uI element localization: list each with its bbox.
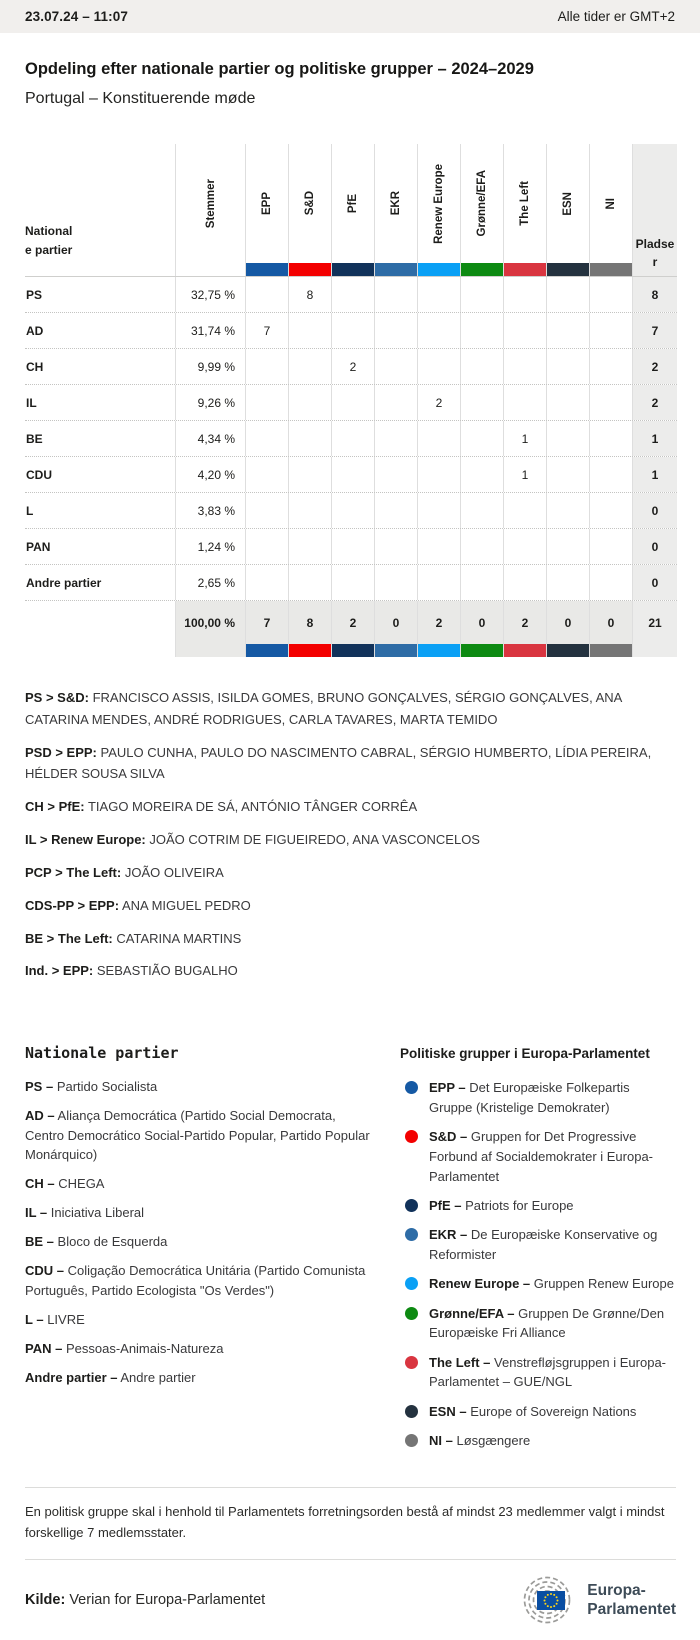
group-color-bar (246, 263, 288, 276)
seat-cell (245, 457, 288, 492)
party-legend-item: IL – Iniciativa Liberal (25, 1205, 145, 1221)
page-subtitle: Portugal – Konstituerende møde (25, 90, 256, 107)
seat-cell (417, 565, 460, 600)
party-name: CH (26, 359, 44, 374)
group-color-dot (405, 1434, 418, 1447)
group-column-header-ni: NI (589, 144, 632, 276)
seat-cell (589, 385, 632, 420)
seat-cell (546, 421, 589, 456)
group-color-bar (503, 644, 546, 657)
group-color-dot (405, 1277, 418, 1290)
party-legend-item: CH – CHEGA (25, 1176, 105, 1192)
group-color-dot (405, 1307, 418, 1320)
seat-cell: 1 (503, 421, 546, 456)
member-line: Ind. > EPP: SEBASTIÃO BUGALHO (25, 963, 238, 979)
total-seat-cell: 0 (374, 601, 417, 644)
european-parliament-logo (503, 1574, 676, 1626)
timestamp: 23.07.24 – 11:07 (25, 9, 128, 24)
member-line: CH > PfE: TIAGO MOREIRA DE SÁ, ANTÓNIO TÂNGER CORRÊA (25, 799, 418, 815)
group-color-bar (245, 644, 288, 657)
seat-cell (331, 493, 374, 528)
group-legend-item: NI – Løsgængere (400, 1431, 676, 1451)
seat-cell (417, 277, 460, 312)
group-column-header-greens: Grønne/EFA (460, 144, 503, 276)
seat-cell (331, 313, 374, 348)
table-row (25, 348, 677, 384)
seats-total: 1 (632, 457, 677, 492)
table-row (25, 384, 677, 420)
group-color-bar (418, 263, 460, 276)
seat-cell (417, 493, 460, 528)
group-column-header-epp: EPP (245, 144, 288, 276)
seat-cell (245, 349, 288, 384)
group-color-bar (331, 644, 374, 657)
seat-cell (589, 457, 632, 492)
group-column-header-ekr: EKR (374, 144, 417, 276)
seat-cell (589, 493, 632, 528)
seats-total: 8 (632, 277, 677, 312)
seat-cell (288, 349, 331, 384)
source-credit: Kilde: Verian for Europa-Parlamentet (25, 1591, 266, 1608)
group-color-dot (405, 1081, 418, 1094)
group-color-dot (405, 1130, 418, 1143)
rules-footnote: En politisk gruppe skal i henhold til Parlamentets forretningsorden bestå af mindst 23 medlemmer valgt i mindst forskellige 7 medlemsstater. (25, 1487, 676, 1560)
seat-cell (589, 313, 632, 348)
seats-total: 2 (632, 385, 677, 420)
party-legend-item: BE – Bloco de Esquerda (25, 1234, 168, 1250)
table-row (25, 420, 677, 456)
seat-cell (417, 529, 460, 564)
seat-cell (503, 529, 546, 564)
member-line: PS > S&D: FRANCISCO ASSIS, ISILDA GOMES, BRUNO GONÇALVES, SÉRGIO GONÇALVES, ANA CATARINA MENDES, ANDRÉ RODRIGUES, CARLA TAVARES, MARTA TEMIDO (25, 690, 622, 727)
seats-total: 7 (632, 313, 677, 348)
seat-cell (546, 313, 589, 348)
source-bar (25, 1568, 676, 1640)
seats-total: 2 (632, 349, 677, 384)
seat-cell (460, 385, 503, 420)
table-row (25, 492, 677, 528)
group-column-header-pfe: PfE (331, 144, 374, 276)
seat-cell (288, 529, 331, 564)
group-legend-item: PfE – Patriots for Europe (400, 1196, 676, 1216)
party-name: BE (26, 431, 43, 446)
seat-cell (546, 565, 589, 600)
group-color-dot (405, 1199, 418, 1212)
group-color-bar (461, 263, 503, 276)
seat-cell (460, 565, 503, 600)
table-row (25, 312, 677, 348)
total-seat-cell: 0 (546, 601, 589, 644)
total-seat-cell: 0 (589, 601, 632, 644)
group-color-bar (589, 644, 632, 657)
party-name: CDU (26, 467, 52, 482)
member-line: IL > Renew Europe: JOÃO COTRIM DE FIGUEIREDO, ANA VASCONCELOS (25, 832, 480, 848)
vote-share: 9,26 % (175, 385, 245, 420)
national-parties-legend (25, 1044, 377, 1460)
group-legend-item: Grønne/EFA – Gruppen De Grønne/Den Europæiske Fri Alliance (400, 1304, 676, 1344)
member-line: PCP > The Left: JOÃO OLIVEIRA (25, 864, 224, 880)
vote-share: 1,24 % (175, 529, 245, 564)
group-column-header-sd: S&D (288, 144, 331, 276)
table-header (25, 144, 677, 276)
party-name: L (26, 503, 34, 518)
seat-cell (245, 385, 288, 420)
page-title: Opdeling efter nationale partier og politiske grupper – 2024–2029 (25, 60, 534, 78)
table-total-row (25, 600, 677, 644)
total-seat-cell: 0 (460, 601, 503, 644)
vote-share: 3,83 % (175, 493, 245, 528)
party-name: AD (26, 323, 44, 338)
total-vote-share: 100,00 % (175, 601, 245, 644)
seat-cell (503, 493, 546, 528)
stemmer-column-header: Stemmer (175, 144, 245, 276)
seat-cell (503, 385, 546, 420)
total-seat-cell: 7 (245, 601, 288, 644)
table-row (25, 276, 677, 312)
table-row (25, 528, 677, 564)
vote-share: 4,34 % (175, 421, 245, 456)
group-legend-item: EKR – De Europæiske Konservative og Reformister (400, 1225, 676, 1265)
seat-cell (546, 349, 589, 384)
group-legend-item: EPP – Det Europæiske Folkepartis Gruppe (Kristelige Demokrater) (400, 1078, 676, 1118)
party-name: IL (26, 395, 37, 410)
seat-cell (417, 421, 460, 456)
seat-cell (245, 277, 288, 312)
seat-cell (503, 565, 546, 600)
party-name: PAN (26, 539, 51, 554)
table-row (25, 564, 677, 600)
group-legend-item: S&D – Gruppen for Det Progressive Forbund af Socialdemokrater i Europa-Parlamentet (400, 1127, 676, 1186)
seat-cell (288, 493, 331, 528)
legend-section (25, 1044, 676, 1460)
group-column-header-renew: Renew Europe (417, 144, 460, 276)
seat-cell (546, 277, 589, 312)
seats-total: 0 (632, 529, 677, 564)
seat-cell (460, 529, 503, 564)
hemicycle-eu-flag-icon (503, 1574, 581, 1626)
pladser-column-header: Pladse r (632, 144, 677, 276)
total-seat-cell: 2 (503, 601, 546, 644)
table-row (25, 456, 677, 492)
party-legend-item: PS – Partido Socialista (25, 1079, 158, 1095)
party-legend-item: PAN – Pessoas-Animais-Natureza (25, 1340, 224, 1356)
seat-cell (288, 385, 331, 420)
group-color-bar (460, 644, 503, 657)
group-color-bar (504, 263, 546, 276)
seat-cell (245, 421, 288, 456)
member-line: PSD > EPP: PAULO CUNHA, PAULO DO NASCIMENTO CABRAL, SÉRGIO HUMBERTO, LÍDIA PEREIRA, HÉLDER SOUSA SILVA (25, 744, 652, 782)
seat-cell: 1 (503, 457, 546, 492)
party-name: Andre partier (26, 575, 102, 590)
member-line: CDS-PP > EPP: ANA MIGUEL PEDRO (25, 897, 251, 913)
group-color-bar (547, 263, 589, 276)
national-parties-column-header: National e partier (25, 223, 73, 257)
party-name: PS (26, 287, 43, 302)
group-column-header-esn: ESN (546, 144, 589, 276)
seat-cell (503, 277, 546, 312)
seats-table (25, 144, 677, 657)
seat-cell (589, 565, 632, 600)
seat-cell (460, 457, 503, 492)
group-color-bar (288, 644, 331, 657)
group-color-bar (590, 263, 632, 276)
table-bottom-color-bars (25, 644, 677, 657)
group-color-bar (546, 644, 589, 657)
member-line: BE > The Left: CATARINA MARTINS (25, 930, 242, 946)
seat-cell (374, 421, 417, 456)
group-legend-item: The Left – Venstrefløjsgruppen i Europa-Parlamentet – GUE/NGL (400, 1353, 676, 1393)
seat-cell (589, 277, 632, 312)
seat-cell (374, 493, 417, 528)
seat-cell (460, 313, 503, 348)
seats-total: 1 (632, 421, 677, 456)
seat-cell (331, 565, 374, 600)
seat-cell (460, 277, 503, 312)
vote-share: 4,20 % (175, 457, 245, 492)
seat-cell (546, 493, 589, 528)
seat-cell: 7 (245, 313, 288, 348)
party-legend-item: L – LIVRE (25, 1311, 85, 1327)
group-color-bar (374, 644, 417, 657)
total-seat-cell: 2 (331, 601, 374, 644)
seat-cell (460, 493, 503, 528)
group-color-dot (405, 1405, 418, 1418)
seat-cell (245, 565, 288, 600)
seat-cell (374, 385, 417, 420)
seat-cell (589, 421, 632, 456)
seat-cell (589, 529, 632, 564)
total-seat-cell: 2 (417, 601, 460, 644)
seat-cell (374, 457, 417, 492)
party-legend-item: CDU – Coligação Democrática Unitária (Partido Comunista Português, Partido Ecologista "Os Verdes") (25, 1263, 366, 1298)
group-color-dot (405, 1228, 418, 1241)
timezone-note: Alle tider er GMT+2 (557, 9, 675, 24)
seat-cell (288, 313, 331, 348)
seat-cell (460, 421, 503, 456)
seat-cell (331, 457, 374, 492)
political-groups-heading: Politiske grupper i Europa-Parlamentet (400, 1046, 650, 1062)
seat-cell (503, 313, 546, 348)
seat-cell (374, 313, 417, 348)
total-seat-cell: 8 (288, 601, 331, 644)
total-seats: 21 (632, 601, 677, 644)
vote-share: 31,74 % (175, 313, 245, 348)
seat-cell (546, 529, 589, 564)
group-color-dot (405, 1356, 418, 1369)
seat-cell (460, 349, 503, 384)
seats-total: 0 (632, 565, 677, 600)
seat-cell (245, 493, 288, 528)
seat-cell (288, 565, 331, 600)
seat-cell (503, 349, 546, 384)
seat-cell (245, 529, 288, 564)
seat-cell (417, 313, 460, 348)
seat-cell (417, 457, 460, 492)
logo-wordmark: Europa- Parlamentet (587, 1581, 676, 1618)
group-color-bar (289, 263, 331, 276)
total-row-spacer (25, 601, 175, 644)
seat-cell (374, 349, 417, 384)
vote-share: 32,75 % (175, 277, 245, 312)
national-parties-heading: Nationale partier (25, 1044, 179, 1063)
group-legend-item: ESN – Europe of Sovereign Nations (400, 1402, 676, 1422)
seat-cell: 8 (288, 277, 331, 312)
elected-members-list (25, 687, 676, 982)
group-legend-item: Renew Europe – Gruppen Renew Europe (400, 1274, 676, 1294)
seat-cell (374, 529, 417, 564)
seat-cell: 2 (417, 385, 460, 420)
seat-cell (546, 457, 589, 492)
seat-cell (331, 277, 374, 312)
seat-cell (331, 529, 374, 564)
seat-cell (288, 421, 331, 456)
seats-total: 0 (632, 493, 677, 528)
seat-cell (374, 277, 417, 312)
seat-cell (331, 421, 374, 456)
top-bar (0, 0, 700, 33)
political-groups-legend (400, 1044, 676, 1460)
group-color-bar (375, 263, 417, 276)
seat-cell (288, 457, 331, 492)
group-column-header-left: The Left (503, 144, 546, 276)
party-legend-item: Andre partier – Andre partier (25, 1369, 196, 1385)
seat-cell: 2 (331, 349, 374, 384)
vote-share: 9,99 % (175, 349, 245, 384)
vote-share: 2,65 % (175, 565, 245, 600)
seat-cell (374, 565, 417, 600)
seat-cell (589, 349, 632, 384)
party-legend-item: AD – Aliança Democrática (Partido Social Democrata, Centro Democrático Social-Partido Popular, Partido Popular Monárquico) (25, 1108, 370, 1163)
seat-cell (331, 385, 374, 420)
seat-cell (417, 349, 460, 384)
group-color-bar (417, 644, 460, 657)
seat-cell (546, 385, 589, 420)
group-color-bar (332, 263, 374, 276)
